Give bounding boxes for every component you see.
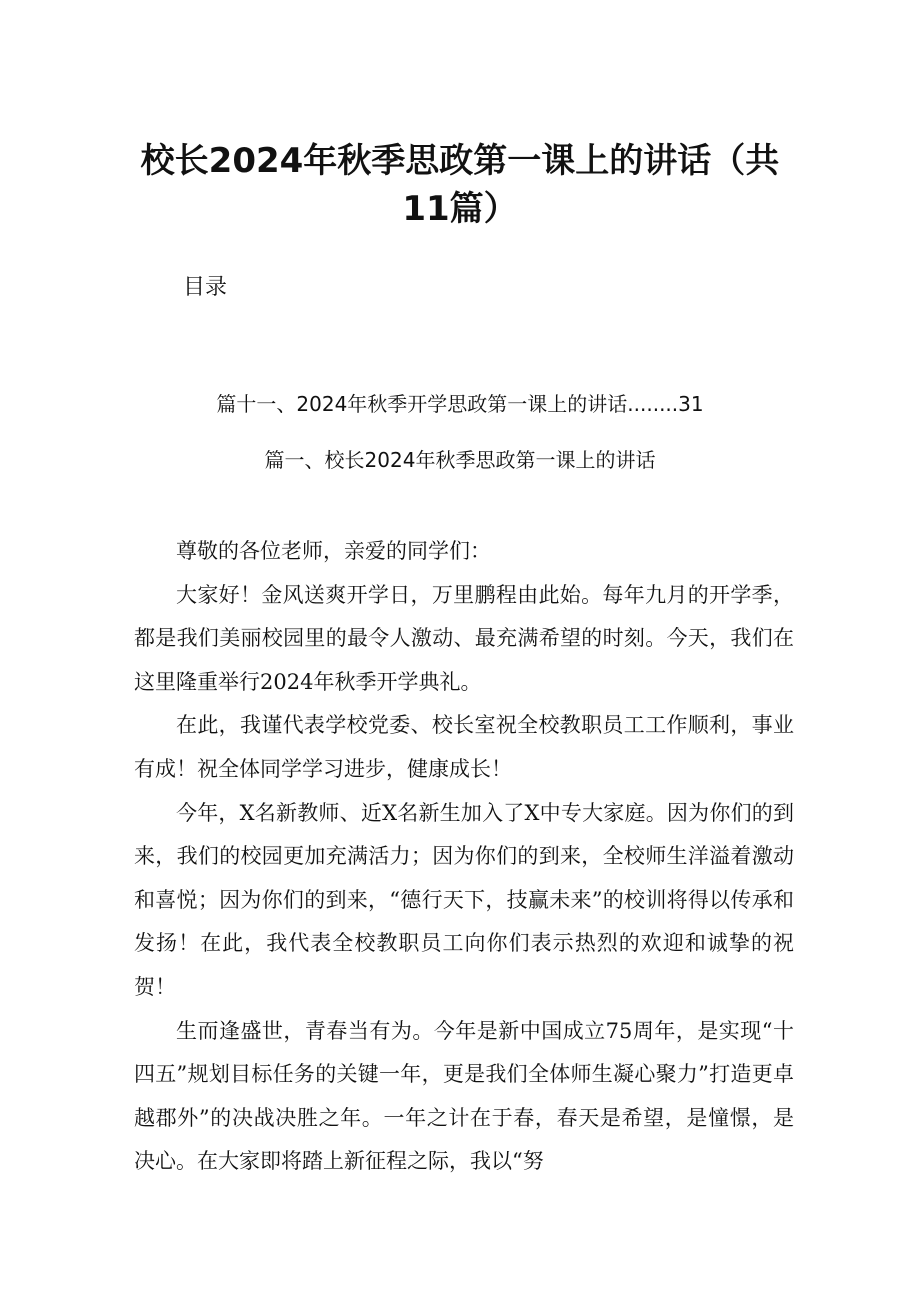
section-heading: 篇一、校长2024年秋季思政第一课上的讲话 xyxy=(264,448,656,472)
toc-entry: 篇十一、2024年秋季开学思政第一课上的讲话........31 xyxy=(216,392,704,416)
body-paragraph: 生而逢盛世，青春当有为。今年是新中国成立75周年，是实现“十四五”规划目标任务的关键一年，更是我们全体师生凝心聚力”打造更卓越郡外”的决战决胜之年。一年之计在于春，春天是希望，是憧憬，是决心。在大家即将踏上新征程之际，我以“努 xyxy=(134,1018,794,1174)
document-title-line-2: 11篇） xyxy=(402,189,518,229)
document-title-line-1: 校长2024年秋季思政第一课上的讲话（共 xyxy=(140,141,780,181)
body-paragraph: 大家好！金风送爽开学日，万里鹏程由此始。每年九月的开学季，都是我们美丽校园里的最令人激动、最充满希望的时刻。今天，我们在这里隆重举行2024年秋季开学典礼。 xyxy=(134,582,794,694)
body-paragraph: 今年，X名新教师、近X名新生加入了X中专大家庭。因为你们的到来，我们的校园更加充满活力；因为你们的到来，全校师生洋溢着激动和喜悦；因为你们的到来，“德行天下，技赢未来”的校训将得以传承和发扬！在此，我代表全校教职员工向你们表示热烈的欢迎和诚挚的祝贺！ xyxy=(134,800,794,999)
toc-heading: 目录 xyxy=(183,275,228,300)
body-paragraph: 尊敬的各位老师，亲爱的同学们： xyxy=(176,539,491,563)
body-paragraph: 在此，我谨代表学校党委、校长室祝全校教职员工工作顺利，事业有成！祝全体同学学习进步，健康成长！ xyxy=(134,713,794,781)
body-text xyxy=(134,530,794,1184)
